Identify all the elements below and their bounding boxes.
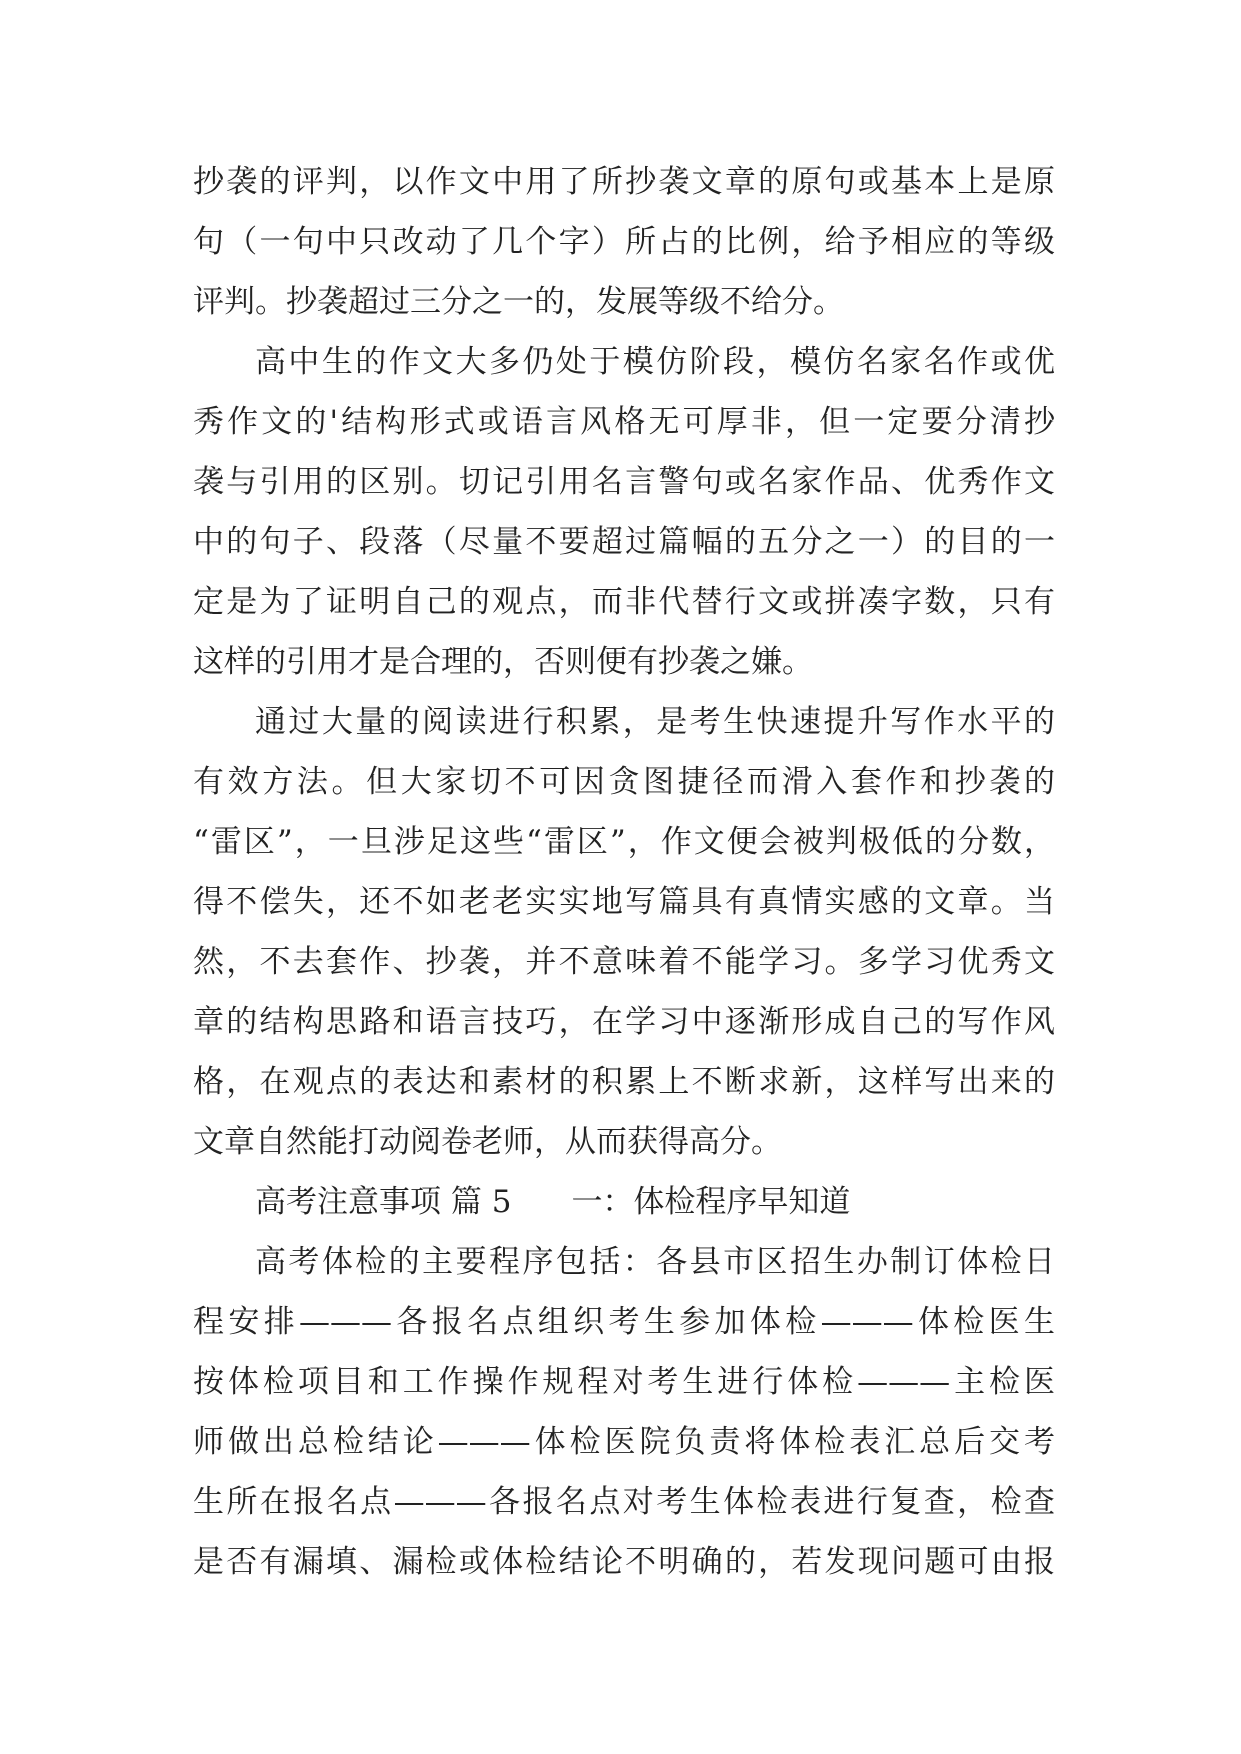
paragraph-2 [193, 332, 1055, 692]
text-line: 师做出总检结论———体检医院负责将体检表汇总后交考 [193, 1424, 1055, 1460]
text-line: 抄袭的评判，以作文中用了所抄袭文章的原句或基本上是原 [193, 164, 1055, 200]
text-line: 得不偿失，还不如老老实实地写篇具有真情实感的文章。当 [193, 884, 1055, 920]
text-line: 章的结构思路和语言技巧，在学习中逐渐形成自己的写作风 [193, 1004, 1055, 1040]
text-line: 有效方法。但大家切不可因贪图捷径而滑入套作和抄袭的 [193, 764, 1055, 800]
text-line: 这样的引用才是合理的，否则便有抄袭之嫌。 [193, 644, 813, 680]
text-line: 评判。抄袭超过三分之一的，发展等级不给分。 [193, 284, 844, 320]
text-line: 定是为了证明自己的观点，而非代替行文或拼凑字数，只有 [193, 584, 1055, 620]
text-line: 格，在观点的表达和素材的积累上不断求新，这样写出来的 [193, 1064, 1055, 1100]
text-line: 高考体检的主要程序包括：各县市区招生办制订体检日 [255, 1244, 1055, 1280]
text-line: 是否有漏填、漏检或体检结论不明确的，若发现问题可由报 [193, 1544, 1055, 1580]
text-line: 程安排———各报名点组织考生参加体检———体检医生 [193, 1304, 1055, 1340]
document-page [193, 152, 1055, 1592]
paragraph-1 [193, 152, 1055, 332]
paragraph-3 [193, 692, 1055, 1172]
text-line: 秀作文的'结构形式或语言风格无可厚非，但一定要分清抄 [193, 404, 1055, 440]
text-line: 袭与引用的区别。切记引用名言警句或名家作品、优秀作文 [193, 464, 1055, 500]
paragraph-4 [193, 1232, 1055, 1592]
text-line: 文章自然能打动阅卷老师，从而获得高分。 [193, 1124, 782, 1160]
text-line: 然，不去套作、抄袭，并不意味着不能学习。多学习优秀文 [193, 944, 1055, 980]
text-line: 句（一句中只改动了几个字）所占的比例，给予相应的等级 [193, 224, 1055, 260]
text-line: “雷区”，一旦涉足这些“雷区”，作文便会被判极低的分数， [193, 824, 1055, 860]
text-line: 按体检项目和工作操作规程对考生进行体检———主检医 [193, 1364, 1055, 1400]
section-heading [193, 1172, 1055, 1232]
text-line: 中的句子、段落（尽量不要超过篇幅的五分之一）的目的一 [193, 524, 1055, 560]
section-title: 高考注意事项 篇 5 [255, 1184, 512, 1220]
text-line: 高中生的作文大多仍处于模仿阶段，模仿名家名作或优 [255, 344, 1055, 380]
text-line: 通过大量的阅读进行积累，是考生快速提升写作水平的 [255, 704, 1055, 740]
section-subtitle: 一：体检程序早知道 [571, 1184, 851, 1220]
text-line: 生所在报名点———各报名点对考生体检表进行复查，检查 [193, 1484, 1055, 1520]
